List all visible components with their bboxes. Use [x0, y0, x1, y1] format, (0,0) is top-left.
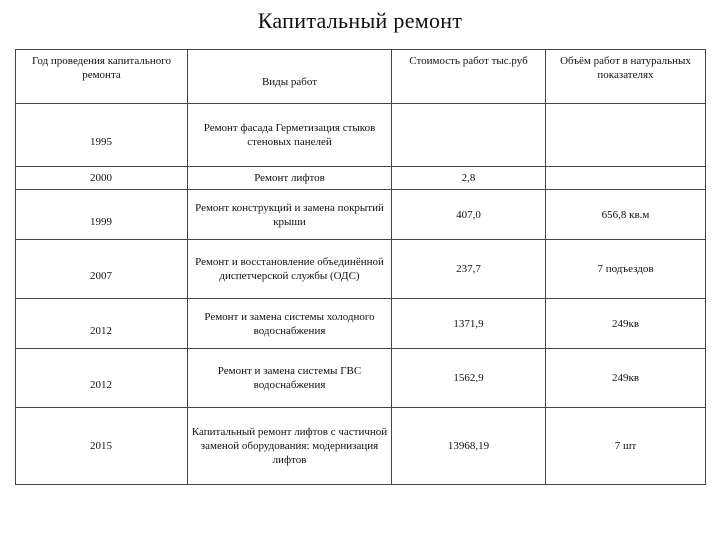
cell-work: Ремонт конструкций и замена покрытий крыши [188, 190, 392, 240]
cell-work: Ремонт и восстановление объединённой диспетчерской службы (ОДС) [188, 240, 392, 299]
cell-cost: 237,7 [392, 240, 546, 299]
cell-work: Ремонт фасада Герметизация стыков стеновых панелей [188, 104, 392, 167]
cell-work: Капитальный ремонт лифтов с частичной заменой оборудования: модернизация лифтов [188, 408, 392, 485]
cell-volume: 7 подъездов [546, 240, 706, 299]
table-row [16, 167, 706, 190]
cell-work: Ремонт и замена системы холодного водоснабжения [188, 299, 392, 349]
cell-year: 1999 [16, 190, 188, 240]
table-row [16, 104, 706, 167]
cell-year: 2012 [16, 349, 188, 408]
table-row [16, 190, 706, 240]
cell-cost: 407,0 [392, 190, 546, 240]
header-volume: Объём работ в натуральных показателях [546, 50, 706, 104]
cell-year: 2015 [16, 408, 188, 485]
table-row [16, 408, 706, 485]
table-header-row [16, 50, 706, 104]
page-title: Капитальный ремонт [257, 8, 463, 33]
cell-volume: 7 шт [546, 408, 706, 485]
cell-volume [546, 104, 706, 167]
cell-cost: 1562,9 [392, 349, 546, 408]
cell-cost: 13968,19 [392, 408, 546, 485]
header-cost: Стоимость работ тыс.руб [392, 50, 546, 104]
cell-cost: 1371,9 [392, 299, 546, 349]
cell-volume: 656,8 кв.м [546, 190, 706, 240]
cell-work: Ремонт и замена системы ГВС водоснабжения [188, 349, 392, 408]
cell-work: Ремонт лифтов [188, 167, 392, 190]
repair-table [15, 49, 706, 485]
cell-volume: 249кв [546, 349, 706, 408]
cell-cost: 2,8 [392, 167, 546, 190]
header-work: Виды работ [188, 50, 392, 104]
cell-year: 2012 [16, 299, 188, 349]
table-row [16, 240, 706, 299]
cell-year: 1995 [16, 104, 188, 167]
header-year: Год проведения капитального ремонта [16, 50, 188, 104]
cell-cost [392, 104, 546, 167]
cell-year: 2007 [16, 240, 188, 299]
table-row [16, 349, 706, 408]
cell-year: 2000 [16, 167, 188, 190]
table-row [16, 299, 706, 349]
cell-volume [546, 167, 706, 190]
cell-volume: 249кв [546, 299, 706, 349]
